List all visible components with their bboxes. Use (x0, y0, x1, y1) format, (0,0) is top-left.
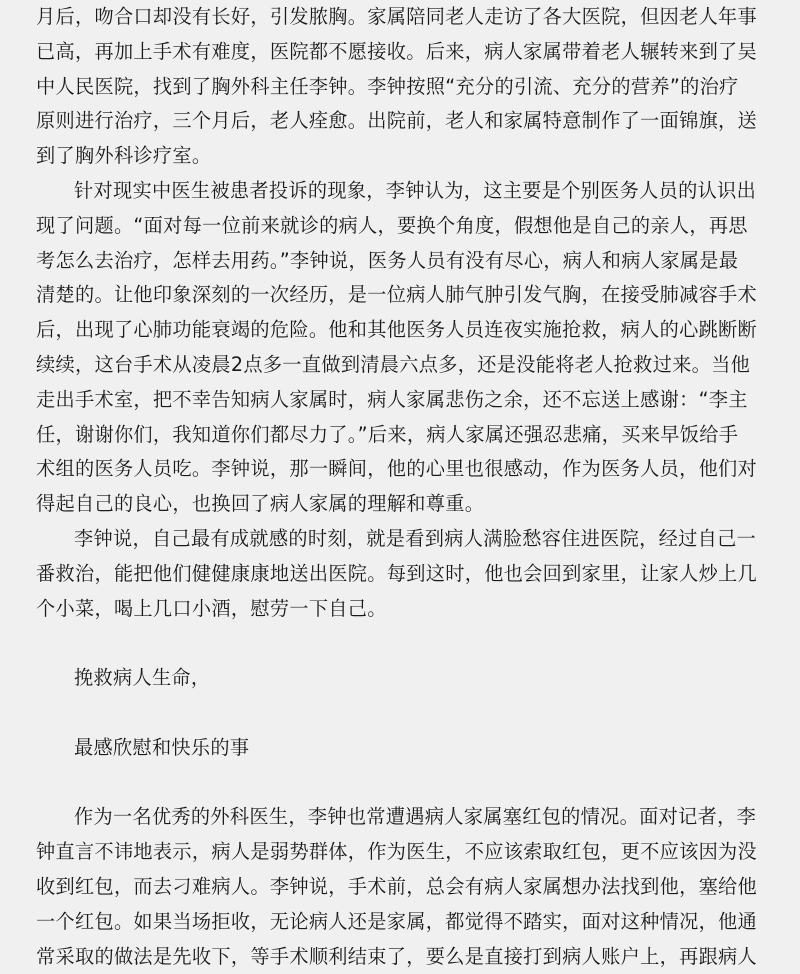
text-line: 一个红包。如果当场拒收，无论病人还是家属，都觉得不踏实，面对这种情况，他通 (36, 909, 758, 933)
text-line: 任，谢谢你们，我知道你们都尽力了。”后来，病人家属还强忍悲痛，买来早饭给手 (36, 422, 739, 446)
section-heading-line1: 挽救病人生命， (74, 666, 211, 690)
paragraph-red-envelope (36, 800, 772, 974)
text-line: 得起自己的良心，也换回了病人家属的理解和尊重。 (36, 492, 485, 516)
text-line: 个小菜，喝上几口小酒，慰劳一下自己。 (36, 596, 387, 620)
article-body (36, 0, 772, 974)
text-line: 已高，再加上手术有难度，医院都不愿接收。后来，病人家属带着老人辗转来到了吴 (36, 39, 758, 63)
spacer (36, 696, 772, 731)
text-line: 走出手术室，把不幸告知病人家属时，病人家属悲伤之余，还不忘送上感谢：“李主 (36, 387, 748, 411)
text-line: 李钟说，自己最有成就感的时刻，就是看到病人满脸愁容住进医院，经过自己一 (74, 526, 757, 550)
text-line: 常采取的做法是先收下，等手术顺利结束了，要么是直接打到病人账户上，再跟病人 (36, 944, 758, 968)
text-line: 考怎么去治疗，怎样去用药。”李钟说，医务人员有没有尽心，病人和病人家属是最 (36, 248, 739, 272)
spacer (36, 766, 772, 801)
spacer (36, 626, 772, 661)
text-line: 针对现实中医生被患者投诉的现象，李钟认为，这主要是个别医务人员的认识出 (74, 178, 757, 202)
text-line: 续续，这台手术从凌晨2点多一直做到清晨六点多，还是没能将老人抢救过来。当他 (36, 352, 751, 376)
section-heading-line2: 最感欣慰和快乐的事 (74, 735, 250, 759)
paragraph-continuation (36, 0, 772, 174)
text-line: 作为一名优秀的外科医生，李钟也常遭遇病人家属塞红包的情况。面对记者，李 (74, 805, 757, 829)
text-line: 番救治，能把他们健健康康地送出医院。每到这时，他也会回到家里，让家人炒上几 (36, 561, 758, 585)
text-line: 中人民医院，找到了胸外科主任李钟。李钟按照“充分的引流、充分的营养”的治疗 (36, 74, 739, 98)
text-line: 月后，吻合口却没有长好，引发脓胸。家属陪同老人走访了各大医院，但因老人年事 (36, 5, 758, 28)
text-line: 原则进行治疗，三个月后，老人痊愈。出院前，老人和家属特意制作了一面锦旗，送 (36, 109, 758, 133)
text-line: 清楚的。让他印象深刻的一次经历，是一位病人肺气肿引发气胸，在接受肺减容手术 (36, 283, 758, 307)
text-line: 收到红包，而去刁难病人。李钟说，手术前，总会有病人家属想办法找到他，塞给他 (36, 874, 758, 898)
text-line: 术组的医务人员吃。李钟说，那一瞬间，他的心里也很感动，作为医务人员，他们对 (36, 457, 758, 481)
paragraph-achievement (36, 522, 772, 626)
text-line: 后，出现了心肺功能衰竭的危险。他和其他医务人员连夜实施抢救，病人的心跳断断 (36, 318, 758, 342)
paragraph-complaints (36, 174, 772, 522)
text-line: 到了胸外科诊疗室。 (36, 144, 212, 168)
text-line: 钟直言不讳地表示，病人是弱势群体，作为医生，不应该索取红包，更不应该因为没 (36, 840, 758, 864)
text-line: 现了问题。“面对每一位前来就诊的病人，要换个角度，假想他是自己的亲人，再思 (36, 213, 748, 237)
